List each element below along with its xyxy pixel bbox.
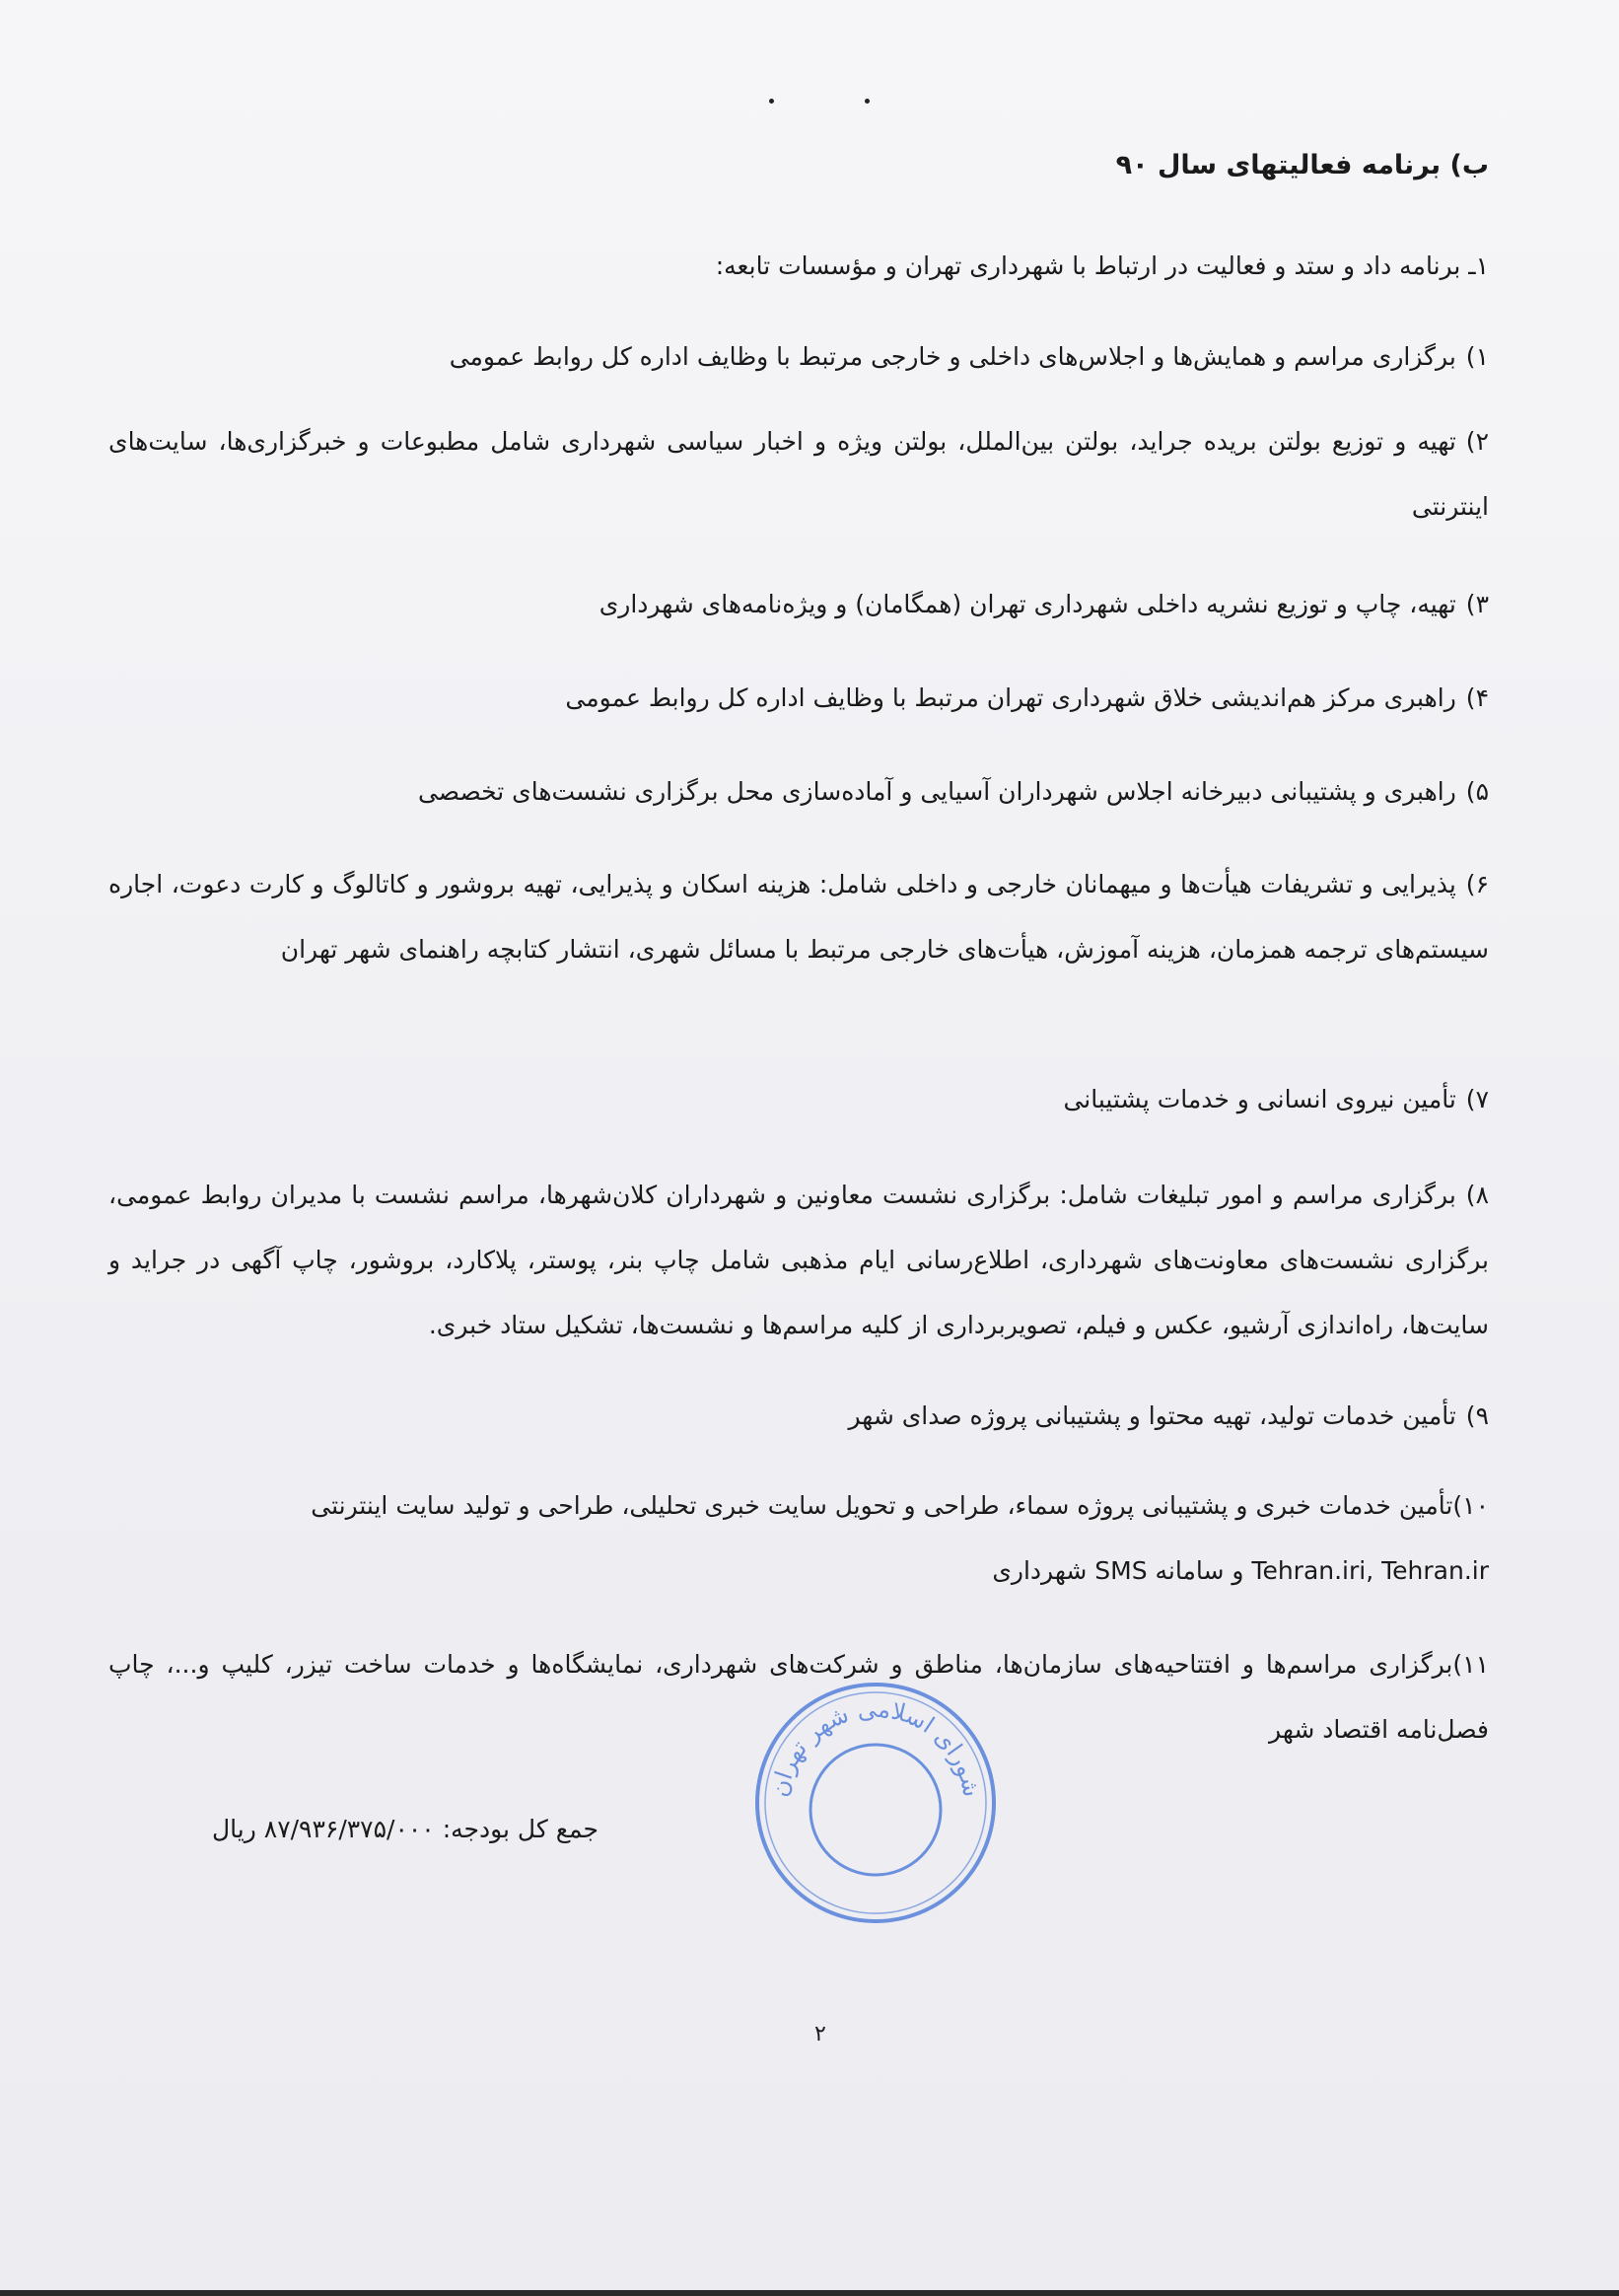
list-item [108,852,1489,982]
list-item [108,666,1489,731]
item-text: تهیه و توزیع بولتن بریده جراید، بولتن بین‌الملل، بولتن ویژه و اخبار سیاسی شهرداری شامل مطبوعات و خبرگزاری‌ها، سایت‌های اینترنتی [108,427,1489,521]
item-number: ۶) [1465,870,1489,898]
budget-value: ۸۷/۹۳۶/۳۷۵/۰۰۰ [263,1815,435,1843]
scan-dot [769,99,774,104]
item-number: ۴) [1465,683,1489,712]
list-item [108,1163,1489,1358]
item-number: ۳) [1465,590,1489,618]
intro-line: ۱ـ برنامه داد و ستد و فعالیت در ارتباط با شهرداری تهران و مؤسسات تابعه: [715,251,1489,280]
item-text: راهبری و پشتیبانی دبیرخانه اجلاس شهرداران آسیایی و آماده‌سازی محل برگزاری نشست‌های تخصصی [417,777,1456,806]
budget-unit: ریال [212,1815,256,1843]
item-number: ۹) [1465,1401,1489,1430]
list-item [108,1384,1489,1449]
item-text: پذیرایی و تشریفات هیأت‌ها و میهمانان خارجی و داخلی شامل: هزینه اسکان و پذیرایی، تهیه بروشور و کاتالوگ و کارت دعوت، اجاره سیستم‌های ترجمه همزمان، هزینه آموزش، هیأت‌های خارجی مرتبط با مسائل شهری، انتشار کتابچه راهنمای شهر تهران [108,870,1489,964]
sms-label: SMS [1094,1556,1148,1585]
official-seal [749,1677,1002,1929]
item-number: ۱۱) [1452,1650,1489,1679]
section-title: ب) برنامه فعالیتهای سال ۹۰ [1115,150,1489,180]
website-names: Tehran.iri, Tehran.ir [1251,1556,1489,1585]
item-text: برگزاری مراسم‌ها و افتتاحیه‌های سازمان‌ها، مناطق و شرکت‌های شهرداری، نمایشگاه‌ها و خدمات ساخت تیزر، کلیپ و...، چاپ فصل‌نامه اقتصاد شهر [108,1650,1489,1744]
item-number: ۵) [1465,777,1489,806]
item-text: تأمین خدمات خبری و پشتیبانی پروژه سماء، طراحی و تحویل سایت خبری تحلیلی، طراحی و تولید سایت اینترنتی [311,1491,1453,1520]
item-number: ۱۰) [1452,1491,1489,1520]
list-item [108,759,1489,825]
scan-edge [0,2290,1619,2296]
budget-label: جمع کل بودجه: [442,1815,598,1843]
item-text-cont: و سامانه [1147,1556,1252,1585]
list-item [108,324,1489,390]
item-text: تأمین خدمات تولید، تهیه محتوا و پشتیبانی پروژه صدای شهر [848,1401,1456,1430]
item-number: ۱) [1465,342,1489,371]
page-number: ۲ [814,2022,826,2046]
item-number: ۷) [1465,1085,1489,1113]
item-number: ۲) [1465,427,1489,456]
scan-dot [865,99,870,104]
budget-total [212,1797,598,1862]
item-number: ۸) [1465,1181,1489,1209]
list-item [108,409,1489,539]
list-item [108,572,1489,637]
item-text: برگزاری مراسم و همایش‌ها و اجلاس‌های داخلی و خارجی مرتبط با وظایف اداره کل روابط عمومی [449,342,1456,371]
list-item [108,1067,1489,1132]
list-item [108,1473,1489,1604]
item-text: برگزاری مراسم و امور تبلیغات شامل: برگزاری نشست معاونین و شهرداران کلان‌شهرها، مراسم نشست با مدیران روابط عمومی، برگزاری نشست‌های معاونت‌های شهرداری، اطلاع‌رسانی ایام مذهبی شامل چاپ بنر، پوستر، پلاکارد، بروشور، چاپ آگهی در جراید و سایت‌ها، راه‌اندازی آرشیو، عکس و فیلم، تصویربرداری از کلیه مراسم‌ها و نشست‌ها، تشکیل ستاد خبری. [108,1181,1489,1339]
item-text-cont: شهرداری [992,1556,1095,1585]
seal-text: شورای اسلامی شهر تهران [765,1694,986,1800]
item-text: تأمین نیروی انسانی و خدمات پشتیبانی [1063,1085,1456,1113]
item-text: راهبری مرکز هم‌اندیشی خلاق شهرداری تهران مرتبط با وظایف اداره کل روابط عمومی [565,683,1456,712]
item-text: تهیه، چاپ و توزیع نشریه داخلی شهرداری تهران (همگامان) و ویژه‌نامه‌های شهرداری [598,590,1456,618]
